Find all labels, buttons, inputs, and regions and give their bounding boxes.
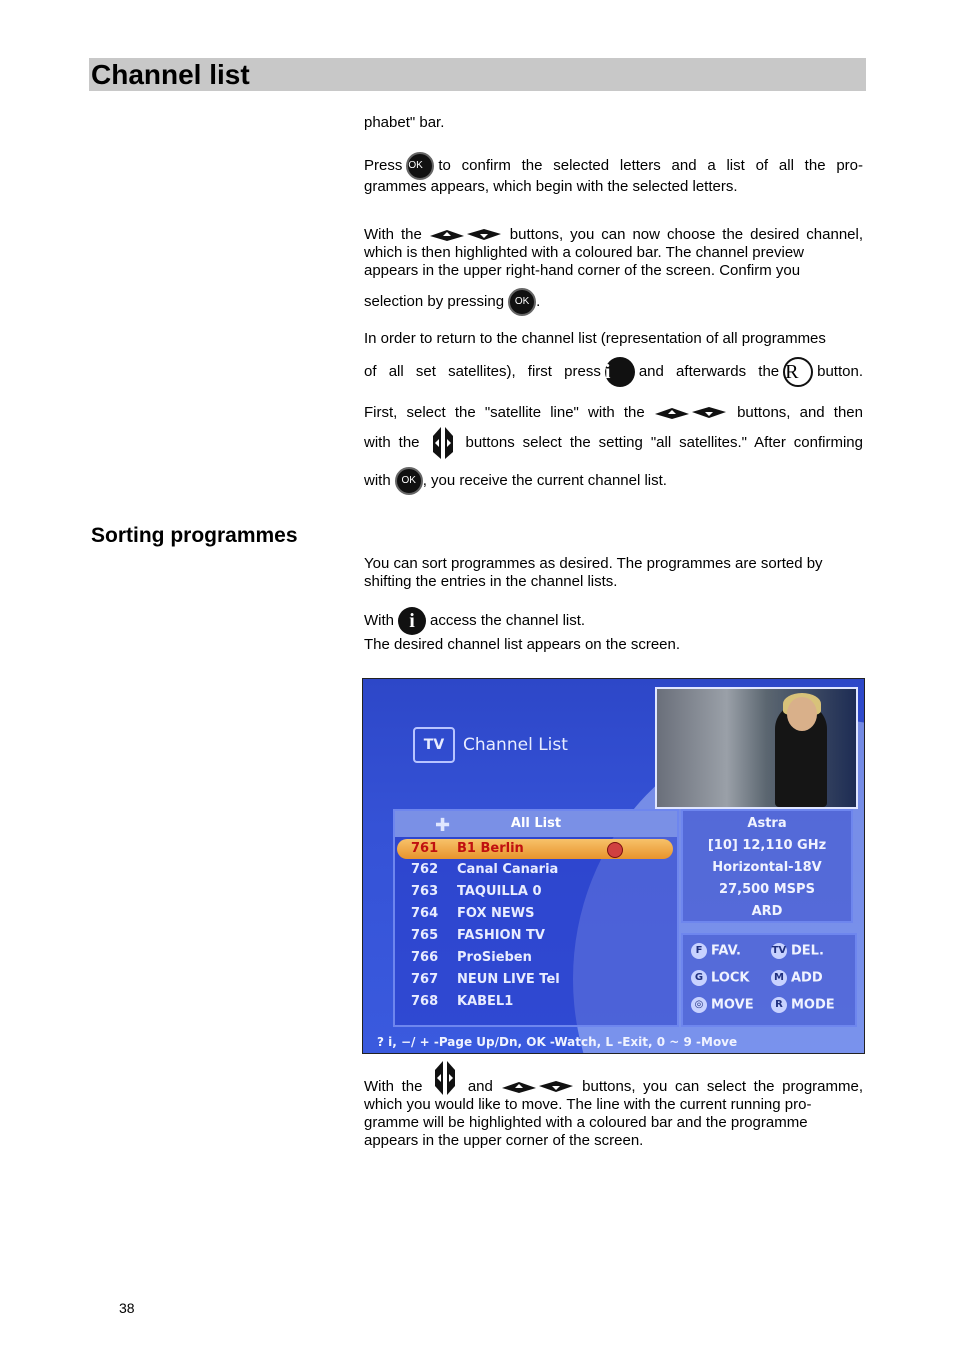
text-with: with	[364, 472, 391, 489]
text-list-appears: grammes appears, which begin with the selected letters.	[364, 178, 738, 195]
text-highlighted: which is then highlighted with a coloured bar. The channel preview	[364, 244, 804, 261]
page-title: Channel list	[91, 59, 250, 90]
ok-button-icon: OK	[508, 288, 536, 316]
add-label: ADD	[791, 970, 823, 986]
ok-button-icon: OK	[395, 467, 423, 495]
recall-button-icon: R	[783, 357, 813, 387]
channel-name: KABEL1	[457, 994, 514, 1009]
lock-key	[691, 970, 750, 986]
mode-key-icon: R	[771, 997, 787, 1013]
ok-paragraph	[364, 152, 863, 196]
move-paragraph	[364, 1060, 863, 1150]
channel-name: Canal Canaria	[457, 862, 559, 877]
list-item[interactable]	[395, 881, 677, 903]
add-key	[771, 970, 823, 986]
text-highlighted-bar: gramme will be highlighted with a coloured bar and the programme	[364, 1114, 808, 1131]
choose-paragraph	[364, 226, 863, 314]
channel-number: 767	[411, 972, 439, 987]
mode-key	[771, 997, 835, 1013]
cursor-icon	[607, 842, 623, 858]
up-down-arrows-icon	[654, 405, 728, 421]
up-down-arrows-icon	[429, 227, 503, 243]
text-button: button.	[817, 363, 863, 380]
add-key-icon: M	[771, 970, 787, 986]
text-period: .	[536, 292, 541, 310]
intro-line: phabet" bar.	[364, 114, 445, 131]
text-first-press: of all set satellites), first press	[364, 363, 601, 380]
fav-key-icon: F	[691, 943, 707, 959]
sorting-paragraph	[364, 555, 863, 591]
satellite-name: Astra	[747, 816, 787, 831]
symbol-rate: 27,500 MSPS	[719, 882, 815, 897]
move-key-icon: ◎	[691, 997, 707, 1013]
list-item[interactable]	[395, 903, 677, 925]
text-list-appears-screen: The desired channel list appears on the screen.	[364, 636, 681, 653]
text-and: and	[467, 1078, 493, 1095]
channel-number: 764	[411, 906, 439, 921]
list-item[interactable]	[395, 947, 677, 969]
page-number: 38	[119, 1300, 135, 1316]
fav-label: FAV.	[711, 943, 741, 959]
text-receive-list: , you receive the current channel list.	[422, 472, 667, 489]
channel-name: FASHION TV	[457, 928, 545, 943]
channel-number: 763	[411, 884, 439, 899]
text-selection-by: selection by pressing	[364, 292, 505, 310]
up-down-arrows-icon	[501, 1079, 575, 1095]
lock-key-icon: G	[691, 970, 707, 986]
text-select-programme: buttons, you can select the programme,	[582, 1078, 864, 1095]
text-access-list: access the channel list.	[430, 612, 586, 629]
tv-logo-icon: TV	[413, 727, 455, 763]
channel-list-screenshot	[362, 678, 865, 1054]
text-upper-corner: appears in the upper corner of the screen.	[364, 1132, 644, 1149]
channel-number: 761	[411, 841, 439, 856]
text-shifting: shifting the entries in the channel lists.	[364, 573, 618, 590]
text-with: With	[364, 612, 394, 629]
move-label: MOVE	[711, 997, 754, 1013]
tv-screen-title: Channel List	[463, 735, 568, 755]
channel-number: 762	[411, 862, 439, 877]
provider: ARD	[751, 904, 783, 919]
lock-label: LOCK	[711, 970, 750, 986]
channel-name: NEUN LIVE Tel	[457, 972, 560, 987]
section-heading: Sorting programmes	[91, 524, 298, 547]
channel-name: ProSieben	[457, 950, 532, 965]
text-all-satellites: buttons select the setting "all satellites." After confirming	[465, 434, 863, 451]
ok-button-icon: OK	[406, 152, 434, 180]
mode-label: MODE	[791, 997, 835, 1013]
text-satellite-line: First, select the "satellite line" with the	[364, 404, 645, 421]
channel-name: B1 Berlin	[457, 841, 524, 856]
polarization: Horizontal-18V	[712, 860, 822, 875]
move-key	[691, 997, 754, 1013]
info-button-icon: i	[605, 357, 635, 387]
intro-paragraph	[364, 114, 863, 132]
text-with-the: With the	[364, 1078, 423, 1095]
channel-name: TAQUILLA 0	[457, 884, 542, 899]
info-button-icon: i	[398, 607, 426, 635]
text-choose-channel: buttons, you can now choose the desired channel,	[509, 226, 864, 243]
channel-number: 768	[411, 994, 439, 1009]
return-paragraph	[364, 330, 863, 388]
list-header	[395, 811, 677, 837]
left-right-arrows-icon	[430, 1060, 460, 1096]
del-key	[771, 943, 824, 959]
channel-number: 766	[411, 950, 439, 965]
text-press: Press	[364, 156, 403, 174]
channel-preview-image	[655, 687, 858, 809]
frequency: [10] 12,110 GHz	[707, 838, 827, 853]
list-item[interactable]	[395, 859, 677, 881]
channel-name: FOX NEWS	[457, 906, 535, 921]
help-bar: ? i, −/ + -Page Up/Dn, OK -Watch, L -Exit, 0 ~ 9 -Move	[377, 1035, 738, 1049]
text-with-the: with the	[364, 434, 420, 451]
del-label: DEL.	[791, 943, 824, 959]
channel-list-box	[393, 809, 679, 1027]
fav-key	[691, 943, 741, 959]
title-bar	[89, 58, 866, 91]
satellite-paragraph	[364, 404, 863, 498]
text-afterwards: and afterwards the	[638, 363, 780, 380]
access-paragraph	[364, 606, 863, 654]
text-return: In order to return to the channel list (representation of all programmes	[364, 330, 826, 347]
del-key-icon: TV	[771, 943, 787, 959]
text-and-then: buttons, and then	[737, 404, 863, 421]
key-legend-box	[681, 933, 857, 1027]
list-header-label: All List	[510, 816, 562, 831]
text-which-move: which you would like to move. The line with the current running pro-	[364, 1096, 812, 1113]
satellite-info-box	[681, 809, 853, 923]
text-sort-desired: You can sort programmes as desired. The programmes are sorted by	[364, 555, 823, 572]
list-item[interactable]	[395, 991, 677, 1013]
text-with-the: With the	[364, 226, 422, 243]
text-confirm: to confirm the selected letters and a list of all the pro-	[438, 156, 863, 174]
list-item[interactable]	[395, 969, 677, 991]
text-preview: appears in the upper right-hand corner of the screen. Confirm you	[364, 262, 801, 279]
left-right-arrows-icon	[428, 426, 458, 460]
channel-number: 765	[411, 928, 439, 943]
list-item[interactable]	[395, 925, 677, 947]
plus-icon: ✚	[435, 815, 451, 836]
list-item-selected[interactable]	[397, 839, 673, 859]
